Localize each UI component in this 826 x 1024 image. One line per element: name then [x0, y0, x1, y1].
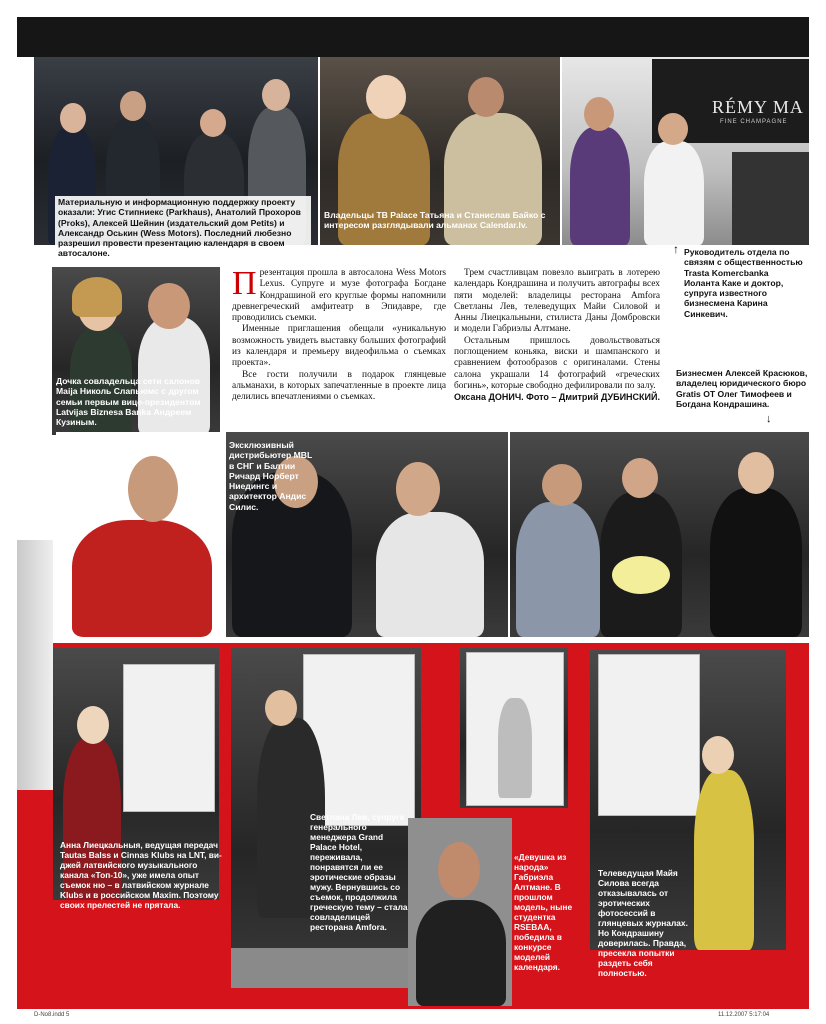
- caption-palace: Владельцы TB Palace Татьяна и Станислав Байко с интересом разглядывали альманах Calendar.lv.: [324, 210, 546, 231]
- photo-gabriela: [408, 818, 512, 1006]
- caption-sponsors: Материальную и информационную поддержку проекту оказали: Угис Стипниекс (Parkhaus), Анатолий Прохоров (Proks), Алексей Шейнин (издательский дом Petits) и Александр Оськин (Wess Motors). Последний любезно разрешил провести презентацию календаря в своем автосалоне.: [55, 196, 311, 260]
- krasyukov-arrow: ↓: [766, 413, 772, 425]
- photo-remy: [562, 57, 809, 245]
- trasta-arrow: ↑: [673, 242, 679, 256]
- footer-right: 11.12.2007 5:17:04: [718, 1012, 770, 1018]
- article-signature: Оксана ДОНИЧ. Фото – Дмитрий ДУБИНСКИЙ.: [454, 392, 660, 403]
- article-paragraph: Именные приглашения обещали «уникальную возможность увидеть выставку больших фотографий из календаря и премьеру видеофильма о съемках проекта».: [232, 324, 446, 369]
- remy-sub: FINE CHAMPAGNE: [720, 119, 788, 125]
- caption-slapiums: Дочка совладельца сети салонов Мaija Николь Слапьюмс с другом семьи первым вице-президентом Latvijas Biznesa Banka Андреем Кузиным.: [56, 376, 201, 428]
- caption-trasta: Руководитель отдела по связям с общественностью Trasta Komercbanka Иоланта Каке и доктор, супруга известного бизнесмена Карина Синкевич.: [684, 247, 803, 319]
- remy-logo: RÉMY MA: [712, 97, 804, 117]
- caption-krasyukov: Бизнесмен Алексей Красюков, владелец юридического бюро Gratis OT Олег Тимофеев и Богдана Кондрашина.: [676, 368, 808, 409]
- article-col-2: [454, 268, 660, 404]
- article-paragraph: Остальным пришлось довольствоваться поглощением коньяка, виски и шампанского и сравнением фотообразов с оригиналами. Стены салона украшали 14 фотографий «греческих богинь», которые свободно дефилировали по залу.: [454, 335, 660, 391]
- article-paragraph: Все гости получили в подарок глянцевые альманахи, в которых запечатленные в проекте лица делились впечатлениями о съемках.: [232, 369, 446, 403]
- caption-svetlana: Светлана Лев, супруга генерального менеджера Grand Palace Hotel, переживала, понравятся ли ее эротические образы мужу. Вернувшись со съемок, продолжила греческую тему – стала совладелицей ресторана Amfora.: [310, 812, 408, 932]
- article-dropcap: П: [232, 265, 257, 302]
- article-paragraph: Трем счастливцам повезло выиграть в лотерею календарь Кондрашина и получить автографы всех пяти моделей: владелицы ресторана Amfora Светланы Лев, телеведущих Майи Силовой и Анны Лиецкальныни, стилиста Даны Домбровски и модели Габриэлы Алтмане.: [454, 268, 660, 335]
- article-col-1: [232, 265, 446, 404]
- photo-krasyukov: [510, 432, 809, 637]
- caption-mbl: Эксклюзивный дистрибьютер MBL в СНГ и Балтии Ричард Норберт Ниедингс и архитектор Андис Силис.: [229, 440, 313, 512]
- caption-gabriela: «Девушка из народа» Габриэла Алтмане. В прошлом модель, ныне студентка RSEBAA, победила в конкурсе моделей календаря.: [514, 852, 573, 972]
- header-bar: [17, 17, 809, 57]
- page-edge-image: [17, 540, 53, 790]
- photo-gabriela-frame: [460, 648, 568, 808]
- caption-maija: Телеведущая Майя Силова всегда отказывалась от эротических фотосессий в глянцевых журналах. Но Кондрашину доверилась. Правда, пресекла попытки раздеть себя полностью.: [598, 868, 688, 978]
- footer-left: D-No8.indd 5: [34, 1012, 70, 1018]
- caption-anna: Анна Лиецкальныя, ведущая передач Tautas Balss и Cinnas Klubs на LNT, ви-джей латвийского музыкального канала «Топ-10», уже имела опыт съемок ню – в латвийском журнале Klubs и в российском Maxim. Поэтому своих прелестей не прятала.: [60, 840, 222, 910]
- article-paragraph: резентация прошла в автосалона Wess Motors Lexus. Супруге и музе фотографа Богдане Кондрашиной его круглые формы напомнили древнегреческий амфитеатр в Эпидавре, где проводились съемки.: [232, 268, 446, 324]
- photo-dzyubenko: [56, 432, 224, 637]
